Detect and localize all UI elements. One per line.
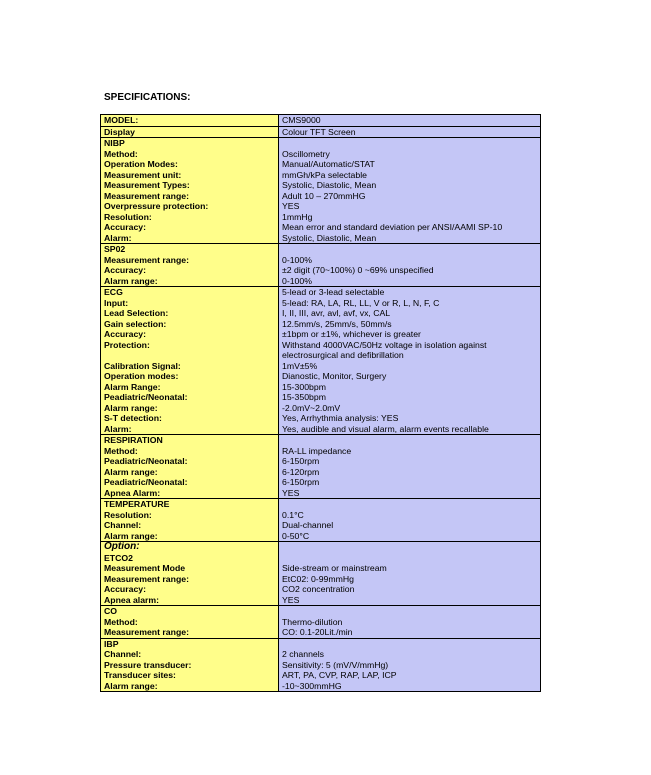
spec-row [101,138,541,149]
spec-value: Side-stream or mainstream [279,563,541,574]
spec-label: Accuracy: [101,329,279,340]
spec-label: ECG [101,287,279,298]
spec-label: Protection: [101,340,279,361]
spec-label: S-T detection: [101,413,279,424]
spec-label: Operation modes: [101,371,279,382]
spec-label: Pressure transducer: [101,660,279,671]
spec-label: Alarm: [101,233,279,244]
spec-value [279,435,541,446]
spec-value: mmGh/kPa selectable [279,170,541,181]
spec-value: RA-LL impedance [279,446,541,457]
spec-label: MODEL: [101,115,279,127]
spec-label: NIBP [101,138,279,149]
spec-row [101,563,541,574]
spec-label: Operation Modes: [101,159,279,170]
spec-value: Yes, Arrhythmia analysis: YES [279,413,541,424]
spec-label: Measurement Types: [101,180,279,191]
spec-row [101,584,541,595]
spec-value: YES [279,488,541,499]
spec-row [101,329,541,340]
spec-row [101,553,541,564]
spec-value: Yes, audible and visual alarm, alarm events recallable [279,424,541,435]
spec-label: Input: [101,298,279,309]
spec-row [101,617,541,628]
spec-value: Withstand 4000VAC/50Hz voltage in isolation against electrosurgical and defibrillation [279,340,541,361]
spec-value: 6-150rpm [279,477,541,488]
spec-row [101,595,541,606]
spec-label: Measurement range: [101,191,279,202]
spec-row [101,542,541,553]
spec-label: Measurement unit: [101,170,279,181]
spec-label: Peadiatric/Neonatal: [101,392,279,403]
spec-value: 5-lead or 3-lead selectable [279,287,541,298]
spec-label: TEMPERATURE [101,499,279,510]
spec-value: 12.5mm/s, 25mm/s, 50mm/s [279,319,541,330]
spec-row [101,403,541,414]
spec-row [101,435,541,446]
spec-row [101,308,541,319]
spec-label: Channel: [101,520,279,531]
spec-row [101,180,541,191]
spec-label: Measurement range: [101,627,279,638]
spec-label: Peadiatric/Neonatal: [101,477,279,488]
spec-row [101,574,541,585]
spec-row [101,265,541,276]
spec-value: 5-lead: RA, LA, RL, LL, V or R, L, N, F, C [279,298,541,309]
spec-value: ART, PA, CVP, RAP, LAP, ICP [279,670,541,681]
spec-row [101,340,541,361]
spec-value: Dual-channel [279,520,541,531]
spec-value: Oscillometry [279,149,541,160]
spec-label: Channel: [101,649,279,660]
spec-label: Apnea Alarm: [101,488,279,499]
spec-label: Alarm range: [101,681,279,692]
spec-value: I, II, III, avr, avl, avf, vx, CAL [279,308,541,319]
spec-row [101,361,541,372]
spec-row [101,170,541,181]
spec-label: Resolution: [101,510,279,521]
spec-row [101,467,541,478]
spec-label: Calibration Signal: [101,361,279,372]
spec-row [101,212,541,223]
spec-value: Dianostic, Monitor, Surgery [279,371,541,382]
spec-label: Method: [101,617,279,628]
spec-row [101,681,541,692]
spec-value [279,244,541,255]
spec-row [101,520,541,531]
spec-label: Resolution: [101,212,279,223]
spec-value: Adult 10 – 270mmHG [279,191,541,202]
spec-label: Measurement range: [101,574,279,585]
spec-row [101,531,541,542]
spec-label: Method: [101,149,279,160]
spec-label: RESPIRATION [101,435,279,446]
spec-row [101,233,541,244]
spec-value: Manual/Automatic/STAT [279,159,541,170]
spec-value: CMS9000 [279,115,541,127]
spec-value: YES [279,595,541,606]
spec-label: Lead Selection: [101,308,279,319]
spec-row [101,115,541,127]
spec-row [101,191,541,202]
spec-label: Accuracy: [101,265,279,276]
spec-row [101,392,541,403]
spec-row [101,606,541,617]
spec-value: 0.1°C [279,510,541,521]
spec-label: CO [101,606,279,617]
spec-row [101,382,541,393]
spec-row [101,159,541,170]
spec-row [101,424,541,435]
spec-row [101,413,541,424]
spec-row [101,276,541,287]
spec-row [101,149,541,160]
spec-value: Colour TFT Screen [279,126,541,138]
spec-value [279,542,541,553]
spec-label: IBP [101,638,279,649]
spec-label: Gain selection: [101,319,279,330]
spec-row [101,456,541,467]
spec-row [101,477,541,488]
page-title: SPECIFICATIONS: [104,92,191,103]
spec-value [279,499,541,510]
specifications-table [100,114,541,692]
spec-value: 0-50°C [279,531,541,542]
spec-label: Measurement range: [101,255,279,266]
spec-value: ±2 digit (70~100%) 0 ~69% unspecified [279,265,541,276]
spec-label: Overpressure protection: [101,201,279,212]
spec-row [101,649,541,660]
spec-value: EtC02: 0-99mmHg [279,574,541,585]
spec-label: Alarm Range: [101,382,279,393]
spec-row [101,244,541,255]
spec-label: Alarm: [101,424,279,435]
spec-value: 15-350bpm [279,392,541,403]
spec-label: Measurement Mode [101,563,279,574]
spec-row [101,499,541,510]
spec-row [101,488,541,499]
spec-label: Display [101,126,279,138]
spec-value: Systolic, Diastolic, Mean [279,180,541,191]
spec-value: 6-120rpm [279,467,541,478]
spec-row [101,627,541,638]
spec-value: -10~300mmHG [279,681,541,692]
spec-row [101,298,541,309]
spec-value [279,138,541,149]
spec-label: ETCO2 [101,553,279,564]
spec-value: YES [279,201,541,212]
spec-label: Apnea alarm: [101,595,279,606]
spec-value: 0-100% [279,276,541,287]
spec-row [101,201,541,212]
spec-row [101,319,541,330]
spec-label: Method: [101,446,279,457]
spec-value [279,638,541,649]
spec-value: 0-100% [279,255,541,266]
spec-value: ±1bpm or ±1%, whichever is greater [279,329,541,340]
spec-value: Mean error and standard deviation per ANSI/AAMI SP-10 [279,222,541,233]
spec-label: Alarm range: [101,531,279,542]
spec-value: CO: 0.1-20Lit./min [279,627,541,638]
spec-row [101,126,541,138]
spec-label: Accuracy: [101,584,279,595]
spec-row [101,510,541,521]
spec-value: Thermo-dilution [279,617,541,628]
spec-row [101,287,541,298]
spec-value [279,553,541,564]
spec-row [101,660,541,671]
spec-row [101,255,541,266]
spec-label: SP02 [101,244,279,255]
spec-row [101,371,541,382]
spec-label: Peadiatric/Neonatal: [101,456,279,467]
spec-row [101,670,541,681]
spec-value: 2 channels [279,649,541,660]
spec-row [101,638,541,649]
spec-value: 1mmHg [279,212,541,223]
spec-value: -2.0mV~2.0mV [279,403,541,414]
spec-label: Alarm range: [101,403,279,414]
spec-value: CO2 concentration [279,584,541,595]
spec-value: 6-150rpm [279,456,541,467]
spec-label: Accuracy: [101,222,279,233]
spec-value: Systolic, Diastolic, Mean [279,233,541,244]
spec-value [279,606,541,617]
spec-label: Transducer sites: [101,670,279,681]
spec-value: 1mV±5% [279,361,541,372]
spec-value: Sensitivity: 5 (mV/V/mmHg) [279,660,541,671]
spec-label: Option: [101,542,279,553]
spec-row [101,446,541,457]
spec-label: Alarm range: [101,276,279,287]
spec-row [101,222,541,233]
spec-value: 15-300bpm [279,382,541,393]
spec-label: Alarm range: [101,467,279,478]
